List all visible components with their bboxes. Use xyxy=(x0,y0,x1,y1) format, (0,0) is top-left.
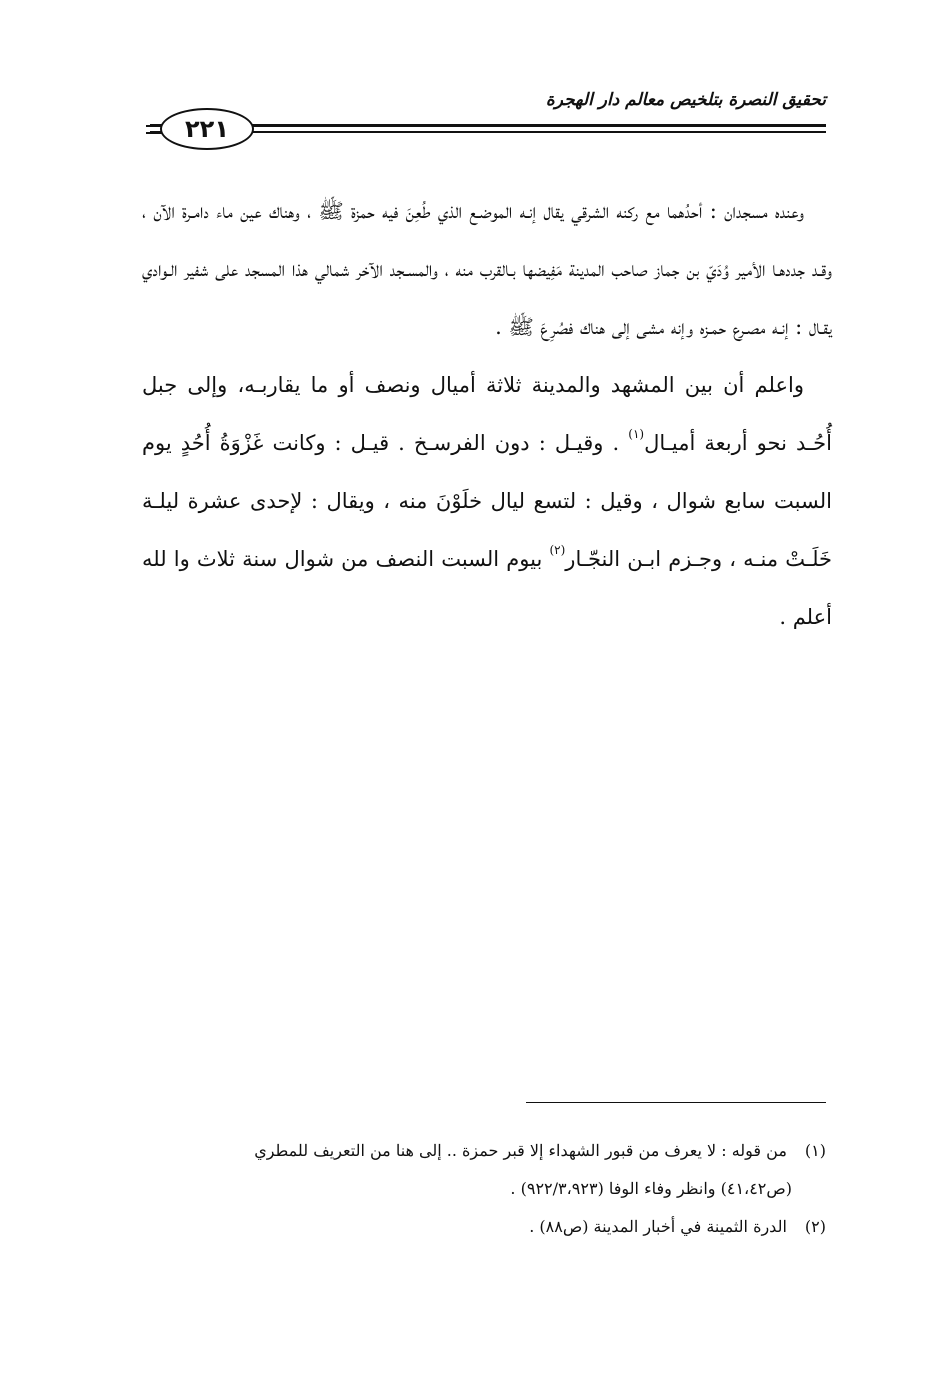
footnote-ref-2[interactable]: (٢) xyxy=(549,543,566,557)
footnote-2 xyxy=(126,1208,826,1246)
footnotes xyxy=(126,1132,826,1246)
running-header-title: تحقيق النصرة بتلخيص معالم دار الهجرة xyxy=(545,90,826,110)
page-number: ٢٢١ xyxy=(160,108,254,150)
footnote-ref-1[interactable]: (١) xyxy=(628,427,645,441)
footnote-separator xyxy=(526,1102,826,1103)
paragraph-2-part-2: . وقيـل : دون الفرسـخ . قيـل : وكانت غَزْوَةُ أُحُدٍ يوم السبت سابع شوال ، وقيل : لتسع ليال خلَوْنَ منه ، ويقال : لإحدى عشرة ليلـة خَلَـتْ منـه ، وجـزم ابـن النجّـار xyxy=(142,431,832,571)
paragraph-1: وعنده مسجدان : أحدُهما مع ركنه الشرقي يقال إنـه الموضـع الذي طُعِنَ فيه حمزة ﷺ ، وهناك عين ماء دامـرة الآن ، وقـد جددهـا الأمير وُدَيّ بن جماز صاحب المدينة مَفِيضها بـالقرب منه ، والمسـجد الآخر شمالي هذا المسجد على شفير الـوادي يقـال : إنـه مصـرع حمـزه وإنه مشى إلى هناك فصُرِعَ ﷺ . xyxy=(142,199,832,339)
paragraph-2 xyxy=(142,356,832,646)
body-text xyxy=(142,182,832,646)
paragraph-2-part-1: واعلم أن بين المشهد والمدينة ثلاثة أميال ونصف أو ما يقاربـه، وإلى جبل أُحُـد نحو أربعة أميـال xyxy=(142,373,832,455)
footnote-1-continuation: (ص٤١،٤٢) وانظر وفاء الوفا (٩٢٢/٣،٩٢٣) . xyxy=(510,1179,792,1198)
footnote-1 xyxy=(126,1132,826,1170)
footnote-1-number: (١) xyxy=(804,1141,826,1160)
footnote-2-text: الدرة الثمينة في أخبار المدينة (ص٨٨) . xyxy=(529,1217,787,1236)
footnote-2-number: (٢) xyxy=(804,1217,826,1236)
paragraph-2-part-3: بيوم السبت النصف من شوال سنة ثلاث وا لله أعلم . xyxy=(142,547,832,629)
footnote-1-text: من قوله : لا يعرف من قبور الشهداء إلا قبر حمزة .. إلى هنا من التعريف للمطري xyxy=(254,1141,787,1160)
